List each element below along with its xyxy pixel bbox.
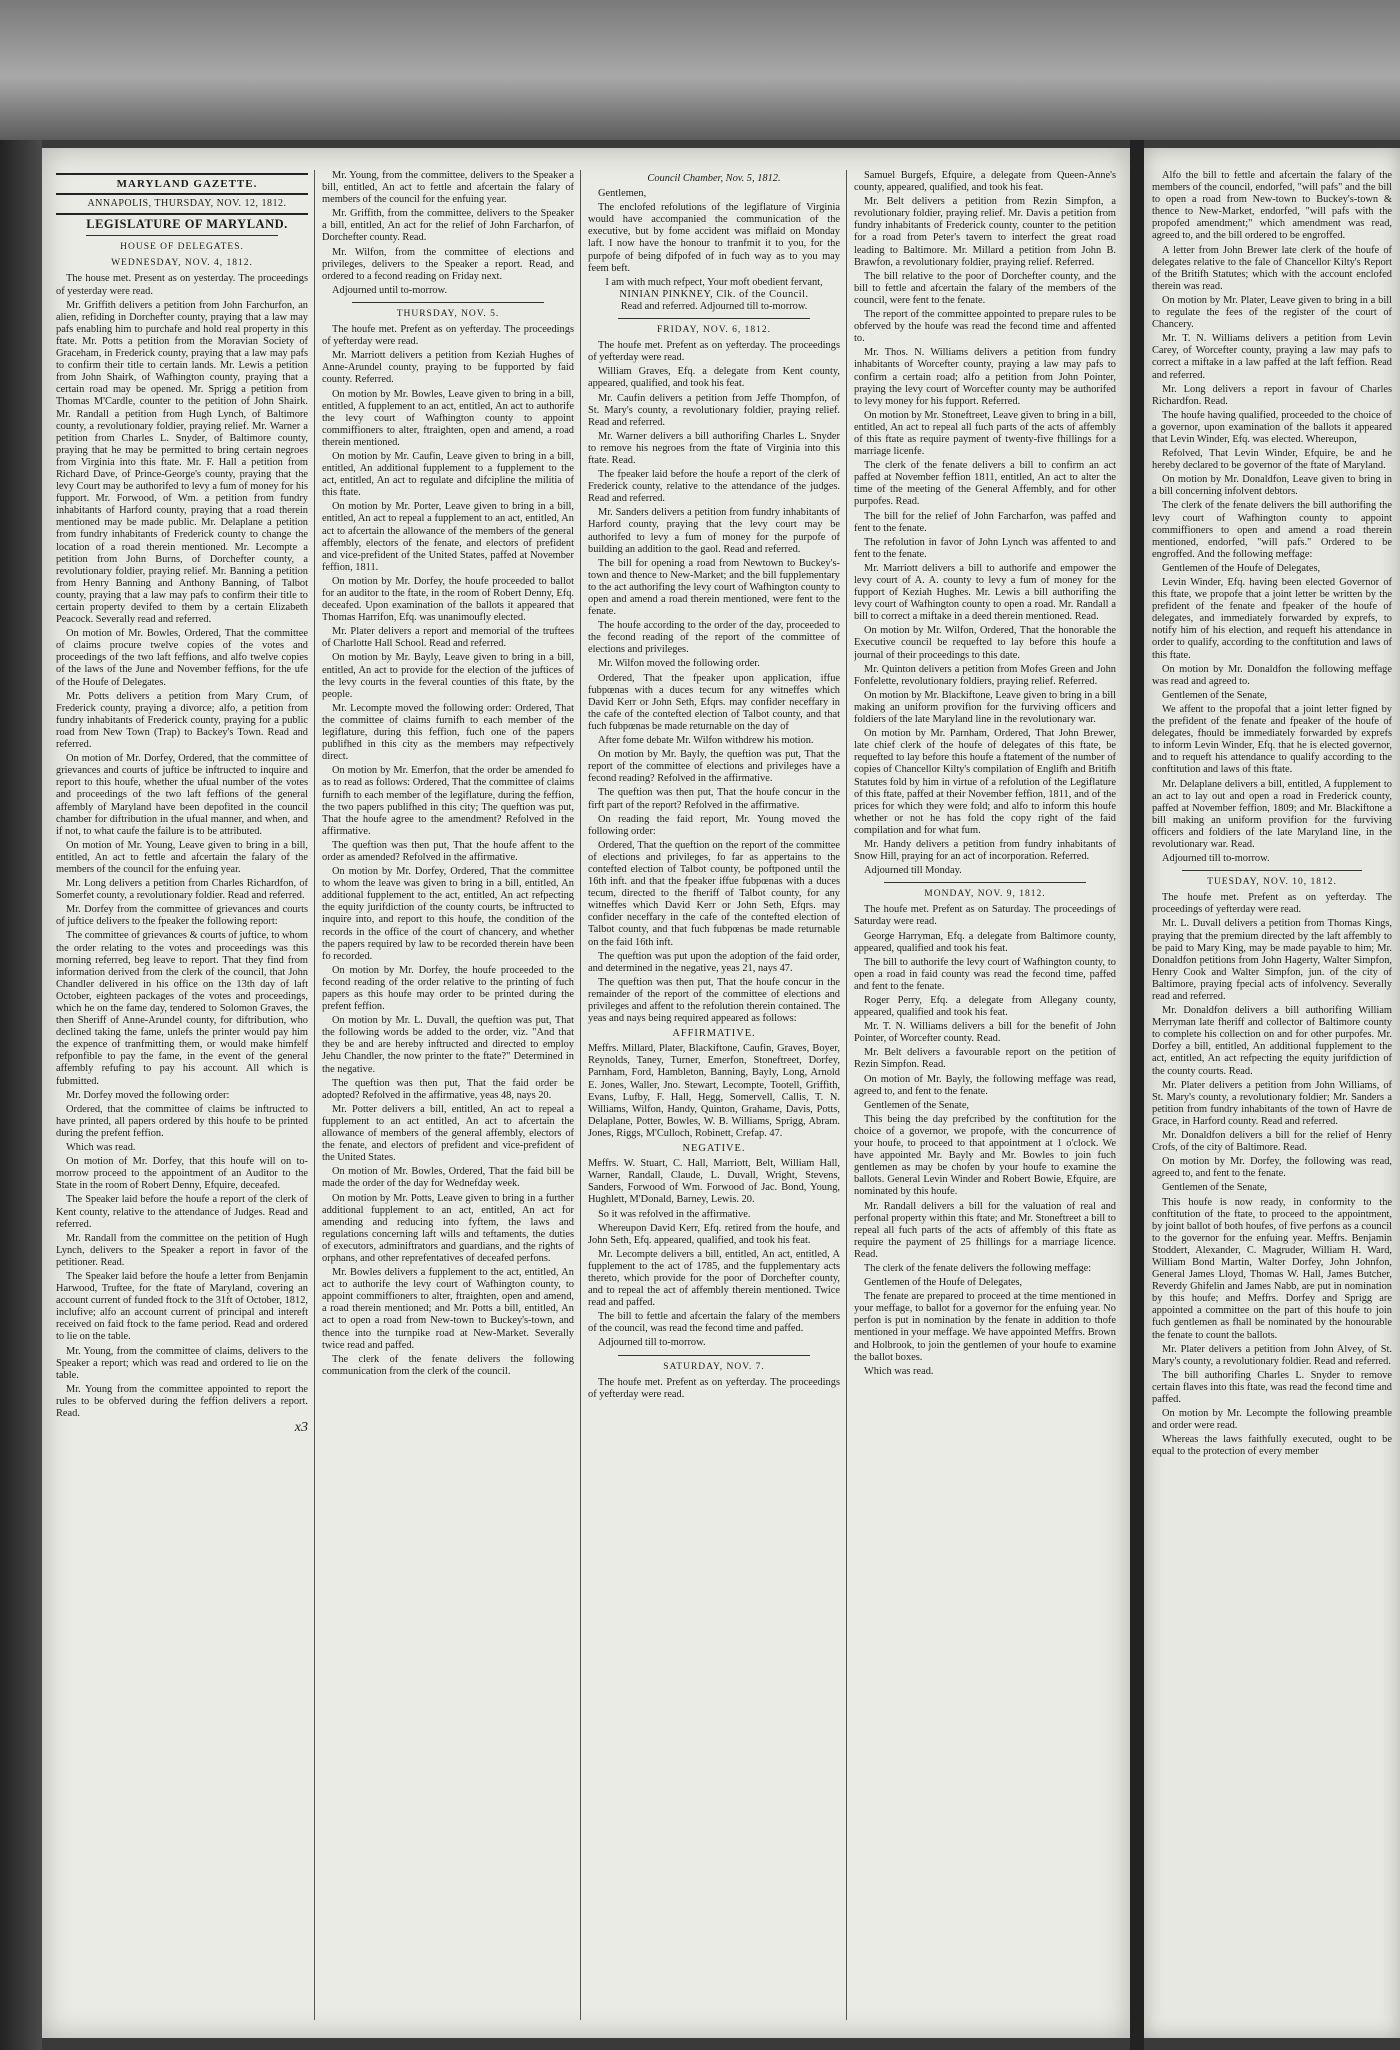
paragraph: On motion of Mr. Bowles, Ordered, That the faid bill be made the order of the day for Wednefday week. bbox=[322, 1166, 574, 1190]
page-gutter bbox=[1130, 140, 1144, 2050]
paragraph: The houfe having qualified, proceeded to the choice of a governor, upon examination of the ballots it appeared that Levin Winder, Efq. was elected. Whereupon, bbox=[1152, 409, 1392, 445]
divider bbox=[1182, 870, 1362, 871]
paragraph: Adjourned until to-morrow. bbox=[332, 284, 448, 296]
affirmative-list: Meffrs. Millard, Plater, Blackiftone, Caufin, Graves, Boyer, Reynolds, Taney, Turner, Emerfon, Stoneftreet, Dorfey, Parnham, Ford, Hambleton, Banning, Bayly, Long, Arnold E. Jones, Waller, Jno. Stewart, Lecompte, Tootell, Griffith, Evans, Lufby, F. Hall, Hegg, Somervell, Callis, T. N. Williams, Wilfon, Handy, Quinton, Grahame, Davis, Potts, Delaplane, Potter, Bowles, W. B. Williams, Sprigg, Abram. Jones, Riggs, M'Culloch, Robinett, Crefap. 47. bbox=[588, 1043, 840, 1139]
paragraph: On motion by Mr. Stoneftreet, Leave given to bring in a bill, entitled, An act to repeal all fuch parts of the acts of affembly of this ftate as require payment of twenty-five fhillings for a marriage licenfe. bbox=[854, 409, 1116, 458]
paragraph: The Speaker laid before the houfe a letter from Benjamin Harwood, Truftee, for the ftate of Maryland, covering an account current of funded ftock to the 31ft of October, 1812, inclufive; alfo an account current of principal and intereft received on faid ftock to the fame period. Read and ordered to lie on the table. bbox=[56, 1270, 308, 1343]
paragraph: Gentlemen of the Senate, bbox=[1162, 1182, 1268, 1194]
paragraph: Mr. Randall delivers a bill for the valuation of real and perfonal property within this ftate; and Mr. Stoneftreet a bill to repeal all fuch parts of the acts of affembly of this ftate as require the payment of 25 fhillings for a marriage licence. Read. bbox=[854, 1200, 1116, 1260]
paragraph: The clerk of the fenate delivers a bill to confirm an act paffed at November feffion 1811, entitled, An act to alter the time of the meeting of the General Affembly, and for other purpofes. Read. bbox=[854, 460, 1116, 508]
column-divider bbox=[580, 170, 581, 2020]
paragraph: The fpeaker laid before the houfe a report of the clerk of Frederick county, relative to the attendance of the judges. Read and referred. bbox=[588, 469, 840, 505]
handwritten-mark: x3 bbox=[294, 1420, 308, 1436]
paragraph: Which was read. bbox=[864, 1365, 934, 1377]
paragraph: Mr. Potter delivers a bill, entitled, An act to repeal a fupplement to an act entitled, An act to afcertain the allowance of members of the general affembly, electors of the fenate, and electors of prefident and vice-prefident of the United States. bbox=[322, 1103, 574, 1164]
paragraph: Which was read. bbox=[66, 1142, 136, 1154]
column-5-body-b bbox=[1152, 892, 1392, 1458]
newspaper-page bbox=[42, 148, 1130, 2038]
divider bbox=[352, 302, 544, 303]
paragraph: Ordered, That the fpeaker upon application, iffue fubpœnas with a duces tecum for any witneffes which David Kerr or John Seth, Efqrs. may confider neceffary in the cafe of the contefted election of Talbot county, and that fuch fubpœnas be made returnable on the day of bbox=[588, 672, 840, 732]
paragraph: On motion by Mr. Lecompte the following preamble and order were read. bbox=[1152, 1408, 1392, 1432]
paragraph: On motion by Mr. Bayly, Leave given to bring in a bill, entitled, An act to provide for the election of the juftices of the levy courts in the feveral counties of this ftate, by the people. bbox=[322, 652, 574, 700]
paragraph: On motion by Mr. Bowles, Leave given to bring in a bill, entitled, A fupplement to an act, entitled, An act to authorife the levy court of Wafhington county to appoint commiffioners to alter, ftraighten, open and amend, a road therein mentioned. bbox=[322, 388, 574, 448]
scan-background-left bbox=[0, 140, 42, 2050]
paragraph: The queftion was then put, That the houfe affent to the order as amended? Refolved in the affirmative. bbox=[322, 839, 574, 863]
paragraph: On motion by Mr. Dorfey, the houfe proceeded to the fecond reading of the order relative to the printing of fuch papers as this houfe may order to be printed during the prefent feffion. bbox=[322, 964, 574, 1013]
paragraph: Gentlemen, bbox=[598, 188, 647, 200]
paragraph: Roger Perry, Efq. a delegate from Allegany county, appeared, qualified and took his feat. bbox=[854, 995, 1116, 1019]
paragraph: On motion of Mr. Bayly, the following meffage was read, agreed to, and fent to the fenate. bbox=[854, 1073, 1116, 1097]
paragraph: On motion by Mr. Emerfon, that the order be amended fo as to read as follows: Ordered, That the committee of claims furnifh to each member of the legiflature, during the feffion, the two papers publifhed in this city; The queftion was put, That the houfe agree to the amendment? Refolved in the affirmative. bbox=[322, 765, 574, 837]
scan-background-top bbox=[0, 0, 1400, 140]
paragraph: Mr. Randall from the committee on the petition of Hugh Lynch, delivers to the Speaker a report in favor of the petitioner. Read. bbox=[56, 1232, 308, 1268]
negative-heading: NEGATIVE. bbox=[682, 1143, 746, 1155]
paragraph: Mr. Young from the committee appointed to report the rules to be obferved during the feffion delivers a report. Read. bbox=[56, 1383, 308, 1419]
masthead: MARYLAND GAZETTE. bbox=[116, 178, 258, 190]
date-heading: FRIDAY, NOV. 6, 1812. bbox=[656, 325, 771, 336]
column-3-body-d bbox=[588, 1377, 840, 1401]
paragraph: Whereupon David Kerr, Efq. retired from the houfe, and John Seth, Efq. appeared, qualified, and took his feat. bbox=[588, 1222, 840, 1246]
letter-closing: I am with much refpect, Your moft obedient fervant, bbox=[605, 276, 823, 288]
letter-heading: Council Chamber, Nov. 5, 1812. bbox=[647, 173, 781, 184]
paragraph: The clerk of the fenate delivers the bill authorifing the levy court of Wafhington county to appoint commiffioners to open and amend a road therein mentioned, endorfed, "will pafs." Ordered to be engroffed. And the following meffage: bbox=[1152, 500, 1392, 560]
paragraph: Alfo the bill to fettle and afcertain the falary of the members of the council, endorfed, "will pafs" and the bill to open a road from New-town to Buckey's-town & thence to New-Market, endorfed, "will pafs with the propofed amendment;" which amendment was read, agreed to, and the bill ordered to be engroffed. bbox=[1152, 170, 1392, 242]
paragraph: Mr. Thos. N. Williams delivers a petition from fundry inhabitants of Worcefter county, praying a law may pafs to confirm a certain road; alfo a petition from John Pointer, praying the levy court of Worcefter county may be authorifed to levy money for his fupport. Referred. bbox=[854, 347, 1116, 407]
paragraph: William Graves, Efq. a delegate from Kent county, appeared, qualified, and took his feat. bbox=[588, 366, 840, 390]
paragraph: Mr. Bowles delivers a fupplement to the act, entitled, An act to authorife the levy court of Wafhington county, to appoint commiffioners to alter, ftraighten, open and amend, a road therein mentioned; and Mr. Potts a bill, entitled, An act to open a road from New-town to Buckey's-town, and thence into the turnpike road at New-Market. Severally twice read and paffed. bbox=[322, 1267, 574, 1351]
paragraph: The fenate are prepared to proceed at the time mentioned in your meffage, to ballot for a governor for the enfuing year. No perfon is put in nomination by the fenate in addition to thofe mentioned in your meffage. We have appointed Meffrs. Brown and Holbrook, to join the gentlemen of your houfe to examine the ballot boxes. bbox=[854, 1291, 1116, 1363]
paragraph: Mr. Potts delivers a petition from Mary Crum, of Frederick county, praying a divorce; alfo, a petition from fundry inhabitants of Frederick county, praying for a public road from New Town (Trap) to Backey's Town. Read and referred. bbox=[56, 690, 308, 751]
paragraph: Levin Winder, Efq. having been elected Governor of this ftate, we propofe that a joint letter be written by the prefident of the fenate and fpeaker of the houfe of delegates, and immediately forwarded by exprefs, to notify him of his election, and requeft his attendance in order to qualify, according to the conftitution and laws of this ftate. bbox=[1152, 577, 1392, 661]
paragraph: On motion of Mr. Young, Leave given to bring in a bill, entitled, An act to fettle and afcertain the falary of the members of the council for the enfuing year. bbox=[56, 839, 308, 875]
paragraph: Ordered, That the queftion on the report of the committee of elections and privileges, fo far as appertains to the contefted election of Talbot county, be poftponed until the 16th inft. and that the fpeaker iffue fubpœnas with a duces tecum, directed to the fheriff of Talbot county, for any witneffes which David Kerr or John Seth, Efqrs. may confider neceffary in the cafe of the contefted election of Talbot county, and that fuch fubpœnas be made returnable on the faid 16th inft. bbox=[588, 839, 840, 948]
paragraph: On motion by Mr. Wilfon, Ordered, That the honorable the Executive council be requefted to lay before this houfe a journal of their proceedings to this date. bbox=[854, 625, 1116, 661]
paragraph: This houfe is now ready, in conformity to the conftitution of the ftate, to proceed to the appointment, by joint ballot of both houfes, of five perfons as a council to the governor for the enfuing year. Meffrs. Benjamin Stoddert, Alexander, C. Magruder, William H. Ward, William Bond Martin, Walter Dorfey, John Johnfon, General James Lloyd, Thomas W. Hall, James Butcher, Reverdy Ghifelin and James Nabb, are put in nomination by this houfe; and Meffrs. Dorfey and Sprigg are appointed a committee on the part of this houfe to join fuch gentlemen as fhall be nominated by the honourable the fenate to count the ballots. bbox=[1152, 1196, 1392, 1341]
paragraph: Adjourned till to-morrow. bbox=[598, 1337, 706, 1349]
paragraph: On reading the faid report, Mr. Young moved the following order: bbox=[588, 813, 840, 837]
paragraph: After fome debate Mr. Wilfon withdrew his motion. bbox=[598, 735, 814, 747]
paragraph: On motion of Mr. Bowles, Ordered, That the committee of claims procure twelve copies of the votes and proceedings of the two laft feffions, and alfo twelve copies of the laws of the June and November feffions, for the ufe of the Houfe of Delegates. bbox=[56, 628, 308, 688]
paragraph: The refolution in favor of John Lynch was affented to and fent to the fenate. bbox=[854, 536, 1116, 560]
paragraph: Mr. Marriott delivers a petition from Keziah Hughes of Anne-Arundel county, praying to be fupported by faid county. Referred. bbox=[322, 350, 574, 386]
paragraph: On motion of Mr. Dorfey, Ordered, that the committee of grievances and courts of juftice be inftructed to inquire and report to this houfe, whether the ufual number of the votes and proceedings of the two laft feffions of the general affembly of Maryland have been depofited in the council chamber for diftribution in the ufual manner, and when, and if not, to what caufe the failure is to be attributed. bbox=[56, 753, 308, 837]
paragraph: Gentlemen of the Houfe of Delegates, bbox=[1162, 562, 1321, 574]
paragraph: George Harryman, Efq. a delegate from Baltimore county, appeared, qualified and took his feat. bbox=[854, 930, 1116, 954]
paragraph: On motion by Mr. Donaldfon, Leave given to bring in a bill concerning infolvent debtors. bbox=[1152, 474, 1392, 498]
paragraph: Mr. Warner delivers a bill authorifing Charles L. Snyder to remove his negroes from the ftate of Virginia into this ftate. Read. bbox=[588, 430, 840, 466]
column-5-body-a bbox=[1152, 170, 1392, 865]
column-2-body-a bbox=[322, 170, 574, 297]
paragraph: On motion by Mr. Dorfey, the houfe proceeded to ballot for an auditor to the ftate, in the room of Robert Denny, Efq. deceafed. Upon examination of the ballots it appeared that Thomas Harrifon, Efq. was unanimoufly elected. bbox=[322, 575, 574, 624]
paragraph: On motion by Mr. Dorfey, Ordered, That the committee to whom the leave was given to bring in a bill, entitled, An additional fupplement to the act, entitled, An act refpecting the equity jurifdiction of the county courts, be inftructed to inquire into, and report to this houfe, the condition of the records in the office of the court of chancery, and whether the papers required by law to be recorded therein have been fo recorded. bbox=[322, 866, 574, 962]
paragraph: The queftion was then put, That the faid order be adopted? Refolved in the affirmative, yeas 48, nays 20. bbox=[322, 1077, 574, 1101]
column-1-body bbox=[56, 273, 308, 1420]
paragraph: Mr. L. Duvall delivers a petition from Thomas Kings, praying that the premium directed by the laft affembly to be paid to Mary King, may be made payable to him; Mr. Donaldfon petitions from John Hagerty, Walter Simpfon, Henry Cook and Walter Simpfon, jun. of the city of Baltimore, praying fpecial acts of infolvency. Severally read and referred. bbox=[1152, 918, 1392, 1002]
paragraph: Mr. Handy delivers a petition from fundry inhabitants of Snow Hill, praying for an act of incorporation. Referred. bbox=[854, 838, 1116, 863]
paragraph: Mr. Delaplane delivers a bill, entitled, A fupplement to an act to lay out and open a road in Frederick county, paffed at November feffion, 1809; and Mr. Blackiftone a bill making an uniform provifion for the furviving officers and foldiers of the late Maryland line, in the revolutionary war. Read. bbox=[1152, 778, 1392, 850]
divider bbox=[618, 318, 810, 319]
masthead-rule-bottom bbox=[56, 213, 308, 215]
paragraph: Mr. Griffith delivers a petition from John Farchurfon, an alien, refiding in Dorchefter county, praying that a law may pafs enabling him to purchafe and hold real property in this ftate. Mr. Potts a petition from the Moravian Society of Graceham, in Frederick county, praying that a law may pafs to confirm their title to certain lands. Mr. Lewis a petition from John Shairk, of Wafhington county, praying that a certain road may be opened. Mr. Sprigg a petition from Thomas M'Cardle, counter to the petition of John Shairk. Mr. Randall a petition from Hugh Lynch, of Baltimore county, a revolutionary foldier, praying relief. Mr. Warner a petition from Charles L. Snyder, of Baltimore county, praying that he may be permitted to bring certain negroes from Virginia into this ftate. Mr. F. Hall a petition from Richard Dave, of Prince-George's county, praying that the levy Court may be authorifed to levy a fum of money for his fupport. Mr. Forwood, of Wm. a petition from fundry inhabitants of Harford county, praying that a road therein mentioned may be made public. Mr. Delaplane a petition from fundry inhabitants of Frederick county to change the location of a road therein mentioned. Mr. Lecompte a petition from John Burns, of Dorchefter county, a revolutionary foldier, praying relief. Mr. Banning a petition from Henry Banning and Anthony Banning, of Talbot county, praying that a law may pafs to confirm their title to certain property devifed to them by a certain Elizabeth Peacock. Severally read and referred. bbox=[56, 299, 308, 626]
paragraph: Whereas the laws faithfully executed, ought to be equal to the protection of every member bbox=[1152, 1434, 1392, 1458]
paragraph: The houfe met. Prefent as on yefterday. The proceedings of yefterday were read. bbox=[588, 1376, 840, 1400]
dateline: ANNAPOLIS, THURSDAY, NOV. 12, 1812. bbox=[87, 198, 287, 210]
house-label: HOUSE OF DELEGATES. bbox=[120, 242, 244, 253]
paragraph: Mr. Belt delivers a petition from Rezin Simpfon, a revolutionary foldier, praying relief. Mr. Davis a petition from fundry inhabitants of Frederick county, counter to the petition for a road from Peter's tavern to interfect the great road leading to Baltimore. Mr. Millard a petition from John B. Brawfon, a revolutionary foldier, praying relief. Referred. bbox=[854, 196, 1116, 268]
paragraph: On motion by Mr. Parnham, Ordered, That John Brewer, late chief clerk of the houfe of delegates of this ftate, be requefted to lay before this houfe a ftatement of the number of copies of Chancellor Kilty's compilation of Englifh and Britifh Statutes fold by him in virtue of a refolution of the Legiflature of this ftate, paffed at their November feffion, 1811, and of the prices for which they were fold; and alfo to inform this houfe whether or not he has fold the copy right of the faid compilation and for what fum. bbox=[854, 728, 1116, 836]
paragraph: The bill for the relief of John Farcharfon, was paffed and fent to the fenate. bbox=[854, 510, 1116, 534]
section-title: LEGISLATURE OF MARYLAND. bbox=[86, 217, 288, 232]
paragraph: The bill to authorife the levy court of Wafhington county, to open a road in faid county was read the fecond time, paffed and fent to the fenate. bbox=[854, 956, 1116, 992]
date-heading-2: SATURDAY, NOV. 7. bbox=[663, 1361, 765, 1372]
column-2 bbox=[322, 170, 574, 2020]
paragraph: Mr. T. N. Williams delivers a bill for the benefit of John Pointer, of Worcefter county. Read. bbox=[854, 1021, 1116, 1045]
column-1 bbox=[56, 170, 308, 2020]
paragraph: Samuel Burgefs, Efquire, a delegate from Queen-Anne's county, appeared, qualified, and took his feat. bbox=[854, 170, 1116, 194]
masthead-rule-mid bbox=[56, 193, 308, 195]
paragraph: The Speaker laid before the houfe a report of the clerk of Kent county, relative to the attendance of Judges. Read and referred. bbox=[56, 1194, 308, 1230]
divider bbox=[884, 882, 1086, 883]
negative-list: Meffrs. W. Stuart, C. Hall, Marriott, Belt, William Hall, Warner, Randall, Claude, L. Duvall, Wright, Stevens, Sanders, Forwood of Wm. Forwood of Jac. Bond, Young, Hughlett, M'Donald, Barney, Lewis. 20. bbox=[588, 1158, 840, 1206]
paragraph: Mr. Plater delivers a report and memorial of the truftees of Charlotte Hall School. Read and referred. bbox=[322, 626, 574, 650]
paragraph: Gentlemen of the Houfe of Delegates, bbox=[864, 1277, 1023, 1289]
column-3-body bbox=[588, 340, 840, 1025]
divider bbox=[86, 235, 278, 236]
paragraph: Mr. Young, from the committee, delivers to the Speaker a bill, entitled, An act to fettle and afcertain the falary of members of the council for the enfuing year. bbox=[322, 170, 574, 206]
paragraph: Mr. Donaldfon delivers a bill for the relief of Henry Crofs, of the city of Baltimore. Read. bbox=[1152, 1130, 1392, 1154]
paragraph: Mr. Wilfon, from the committee of elections and privileges, delivers to the Speaker a report. Read, and ordered to a fecond reading on Friday next. bbox=[322, 246, 574, 282]
paragraph: Gentlemen of the Senate, bbox=[864, 1099, 970, 1111]
paragraph: Mr. Plater delivers a petition from John Alvey, of St. Mary's county, a revolutionary foldier. Read and referred. bbox=[1152, 1343, 1392, 1367]
paragraph: Refolved, That Levin Winder, Efquire, be and he hereby declared to be governor of the ftate of Maryland. bbox=[1152, 448, 1392, 472]
paragraph: Mr. Long delivers a petition from Charles Richardfon, of Somerfet county, a revolutionary foldier. Read and referred. bbox=[56, 878, 308, 902]
paragraph: We affent to the propofal that a joint letter figned by the prefident of the fenate and fpeaker of the houfe of delegates, fhould be immediately forwarded by exprefs to inform Levin Winder, Efq. that he is elected governor, and to requeft his attendance to qualify according to the conftitution and laws of this ftate. bbox=[1152, 703, 1392, 776]
paragraph: The house met. Present as on yesterday. The proceedings of yesterday were read. bbox=[56, 273, 308, 297]
paragraph: A letter from John Brewer late clerk of the houfe of delegates relative to the fale of Chancellor Kilty's Report of the Britifh Statutes; which with the account enclofed therein was read. bbox=[1152, 244, 1392, 292]
paragraph: Adjourned till Monday. bbox=[864, 865, 962, 877]
paragraph: Mr. Belt delivers a favourable report on the petition of Rezin Simpfon. Read. bbox=[854, 1047, 1116, 1071]
paragraph: The houfe according to the order of the day, proceeded to the fecond reading of the report of the committee of elections and privileges. bbox=[588, 620, 840, 656]
paragraph: The houfe met. Prefent as on yefterday. The proceedings of yefterday were read. bbox=[322, 324, 574, 348]
paragraph: On motion by Mr. Dorfey, the following was read, agreed to, and fent to the fenate. bbox=[1152, 1156, 1392, 1180]
date-heading: THURSDAY, NOV. 5. bbox=[396, 308, 500, 319]
paragraph: The bill to fettle and afcertain the falary of the members of the council, was read the fecond time and paffed. bbox=[588, 1311, 840, 1335]
after-signature: Read and referred. Adjourned till to-morrow. bbox=[620, 300, 808, 312]
masthead-rule-top bbox=[56, 173, 308, 175]
paragraph: The clerk of the fenate delivers the following meffage: bbox=[864, 1262, 1092, 1274]
paragraph: The bill for opening a road from Newtown to Buckey's-town and thence to New-Market; and the bill fupplementary to the act authorifing the levy court of Wafhington county to open and amend a road therein mentioned, were fent to the fenate. bbox=[588, 557, 840, 618]
divider bbox=[618, 1355, 810, 1356]
paragraph: The bill relative to the poor of Dorchefter county, and the bill to fettle and afcertain the falary of the members of the council, were fent to the fenate. bbox=[854, 270, 1116, 306]
column-4 bbox=[854, 170, 1116, 2020]
paragraph: On motion by Mr. Porter, Leave given to bring in a bill, entitled, An act to repeal a fupplement to an act, entitled, An act to afcertain the allowance of the members of the general affembly, electors of the fenate, and electors of prefident and vice-prefident of the United States, paffed at November feffion, 1811. bbox=[322, 501, 574, 573]
paragraph: The committee of grievances & courts of juftice, to whom the order relating to the votes and proceedings was this morning referred, beg leave to report. That they find from information derived from the clerk of the council, that John Chandler delivered in his office on the 13th day of laft October, eighteen packages of the votes and proceedings, which he on the fame day, tendered to Solomon Graves, the then Sheriff of Anne-Arundel county, for diftribution, who declined taking the fame, unlefs the printer would pay him the expence of tranfmitting them, or would make himfelf refponfible to pay the fame, in the event of the general affembly refufing to pay his account. All which is fubmitted. bbox=[56, 930, 308, 1087]
date-heading: TUESDAY, NOV. 10, 1812. bbox=[1207, 877, 1337, 888]
column-4-body-a bbox=[854, 170, 1116, 877]
paragraph: The houfe met. Prefent as on yefterday. The proceedings of yefterday were read. bbox=[588, 340, 840, 364]
paragraph: Gentlemen of the Senate, bbox=[1162, 689, 1268, 701]
paragraph: Mr. Lecompte delivers a bill, entitled, An act, entitled, A fupplement to the act of 1785, and the fupplementary acts thereto, which provide for the poor of Dorchefter county, and to repeal the act of affembly therein mentioned. Twice read and paffed. bbox=[588, 1248, 840, 1309]
paragraph: On motion by Mr. Blackiftone, Leave given to bring in a bill making an uniform provifion for the furviving officers and foldiers of the late Maryland line in the revolutionary war. bbox=[854, 689, 1116, 726]
affirmative-heading: AFFIRMATIVE. bbox=[672, 1028, 756, 1040]
paragraph: On motion by Mr. Donaldfon the following meffage was read and agreed to. bbox=[1152, 663, 1392, 687]
paragraph: The houfe met. Prefent as on yefterday. The proceedings of yefterday were read. bbox=[1152, 892, 1392, 916]
column-5 bbox=[1152, 170, 1392, 2020]
paragraph: The report of the committee appointed to prepare rules to be obferved by the houfe was read the fecond time and affented to. bbox=[854, 309, 1116, 345]
paragraph: On motion by Mr. Plater, Leave given to bring in a bill to regulate the fees of the register of the court of Chancery. bbox=[1152, 294, 1392, 331]
column-3 bbox=[588, 170, 840, 2020]
paragraph: On motion by Mr. Bayly, the queftion was put, That the report of the committee of elections and privileges have a fecond reading? Refolved in the affirmative. bbox=[588, 749, 840, 785]
paragraph: The bill authorifing Charles L. Snyder to remove certain flaves into this ftate, was read the fecond time and paffed. bbox=[1152, 1369, 1392, 1405]
paragraph: Mr. Quinton delivers a petition from Mofes Green and John Fonfelette, revolutionary foldiers, praying relief. Referred. bbox=[854, 663, 1116, 687]
column-3-body-c bbox=[588, 1209, 840, 1350]
column-4-body-b bbox=[854, 904, 1116, 1377]
paragraph: So it was refolved in the affirmative. bbox=[598, 1208, 751, 1220]
paragraph: The queftion was then put, That the houfe concur in the remainder of the report of the committee of elections and privileges and affent to the refolution therein contained. The yeas and nays being required appeared as follows: bbox=[588, 976, 840, 1025]
paragraph: The clerk of the fenate delivers the following communication from the clerk of the council. bbox=[322, 1353, 574, 1377]
paragraph: Mr. Donaldfon delivers a bill authorifing William Merryman late fheriff and collector of Baltimore county to complete his collection on and for other purpofes. Mr. Dorfey a bill, entitled, An additional fupplement to the act, entitled, An act refpecting the equity jurifdiction of the county courts. Read. bbox=[1152, 1005, 1392, 1077]
date-heading: MONDAY, NOV. 9, 1812. bbox=[924, 889, 1046, 900]
paragraph: Mr. Griffith, from the committee, delivers to the Speaker a bill, entitled, An act for the relief of John Farcharfon, of Dorchefter county. Read. bbox=[322, 208, 574, 244]
paragraph: Mr. Dorfey from the committee of grievances and courts of juftice delivers to the fpeaker the following report: bbox=[56, 904, 308, 928]
paragraph: On motion by Mr. Potts, Leave given to bring in a further additional fupplement to an act, entitled, An act for amending and reducing into fyftem, the laws and regulations concerning laft wills and teftaments, the duties of executors, adminiftrators and guardians, and the rights of orphans, and other reprefentatives of deceafed perfons. bbox=[322, 1192, 574, 1264]
paragraph: On motion by Mr. L. Duvall, the queftion was put, That the following words be added to the order, viz. "And that they be and are hereby inftructed and directed to employ Jehu Chandler, the now printer to the ftate?" Determined in the negative. bbox=[322, 1015, 574, 1075]
column-3-letter bbox=[588, 188, 840, 275]
date-heading: WEDNESDAY, NOV. 4, 1812. bbox=[111, 258, 253, 269]
column-2-body-b bbox=[322, 324, 574, 1378]
paragraph: Mr. Sanders delivers a petition from fundry inhabitants of Harford county, praying that the levy court may be authorifed to levy a fum of money for the purpofe of building an addition to the gaol. Read and referred. bbox=[588, 507, 840, 555]
adjacent-page bbox=[1144, 148, 1400, 2038]
paragraph: This being the day prefcribed by the conftitution for the choice of a governor, we propofe, with the concurrence of your houfe, to proceed to that appointment at 1 o'clock. We have appointed Mr. Bayly and Mr. Bowles to join fuch gentlemen as may be chofen by your houfe to examine the ballots. General Levin Winder and Robert Bowie, Efquire, are nominated by this houfe. bbox=[854, 1113, 1116, 1198]
paragraph: Mr. Dorfey moved the following order: bbox=[66, 1089, 230, 1101]
column-divider bbox=[314, 170, 315, 2020]
letter-signature: NINIAN PINKNEY, Clk. of the Council. bbox=[619, 288, 809, 300]
paragraph: The queftion was put upon the adoption of the faid order, and determined in the negative, yeas 21, nays 47. bbox=[588, 950, 840, 974]
paragraph: Mr. Long delivers a report in favour of Charles Richardfon. Read. bbox=[1152, 383, 1392, 407]
paragraph: Mr. Plater delivers a petition from John Williams, of St. Mary's county, a revolutionary foldier; Mr. Sanders a petition from fundry inhabitants of the town of Havre de Grace, in Harford county. Read and referred. bbox=[1152, 1079, 1392, 1127]
paragraph: Mr. Young, from the committee of claims, delivers to the Speaker a report; which was read and ordered to lie on the table. bbox=[56, 1345, 308, 1381]
paragraph: The houfe met. Prefent as on Saturday. The proceedings of Saturday were read. bbox=[854, 904, 1116, 928]
paragraph: On motion of Mr. Dorfey, that this houfe will on to-morrow proceed to the appointment of an Auditor to the State in the room of Robert Denny, Efquire, deceafed. bbox=[56, 1156, 308, 1192]
column-divider bbox=[846, 170, 847, 2020]
paragraph: Mr. Caufin delivers a petition from Jeffe Thompfon, of St. Mary's county, a revolutionary foldier, praying relief. Read and referred. bbox=[588, 392, 840, 428]
paragraph: Mr. T. N. Williams delivers a petition from Levin Carey, of Worcefter county, praying a law may pafs to correct a miftake in a law paffed at the laft feffion. Read and referred. bbox=[1152, 333, 1392, 381]
paragraph: On motion by Mr. Caufin, Leave given to bring in a bill, entitled, An additional fupplement to a fupplement to the act, entitled, An act to regulate and difcipline the militia of this ftate. bbox=[322, 450, 574, 499]
paragraph: Adjourned till to-morrow. bbox=[1162, 853, 1270, 865]
paragraph: Mr. Lecompte moved the following order: Ordered, That the committee of claims furnifh to each member of the legiflature, during this feffion, fuch one of the papers publifhed in this city as the members may refpectively direct. bbox=[322, 702, 574, 763]
paragraph: Ordered, that the committee of claims be inftructed to have printed, all papers ordered by this houfe to be printed during the prefent feffion. bbox=[56, 1103, 308, 1139]
paragraph: Mr. Marriott delivers a bill to authorife and empower the levy court of A. A. county to levy a fum of money for the fupport of Keziah Hughes. Mr. Lewis a bill authorifing the levy court of Wafhington county to open a road. Mr. Randall a bill to correct a miftake in a deed therein mentioned. Read. bbox=[854, 562, 1116, 623]
paragraph: The queftion was then put, That the houfe concur in the firft part of the report? Refolved in the affirmative. bbox=[588, 787, 840, 811]
paragraph: The enclofed refolutions of the legiflature of Virginia would have accompanied the communication of the executive, but by fome accident was miflaid on Monday laft. I now have the honour to tranfmit it to you, for the purpofe of being difpofed of in fuch way as to you may feem beft. bbox=[588, 202, 840, 274]
paragraph: Mr. Wilfon moved the following order. bbox=[598, 658, 760, 670]
